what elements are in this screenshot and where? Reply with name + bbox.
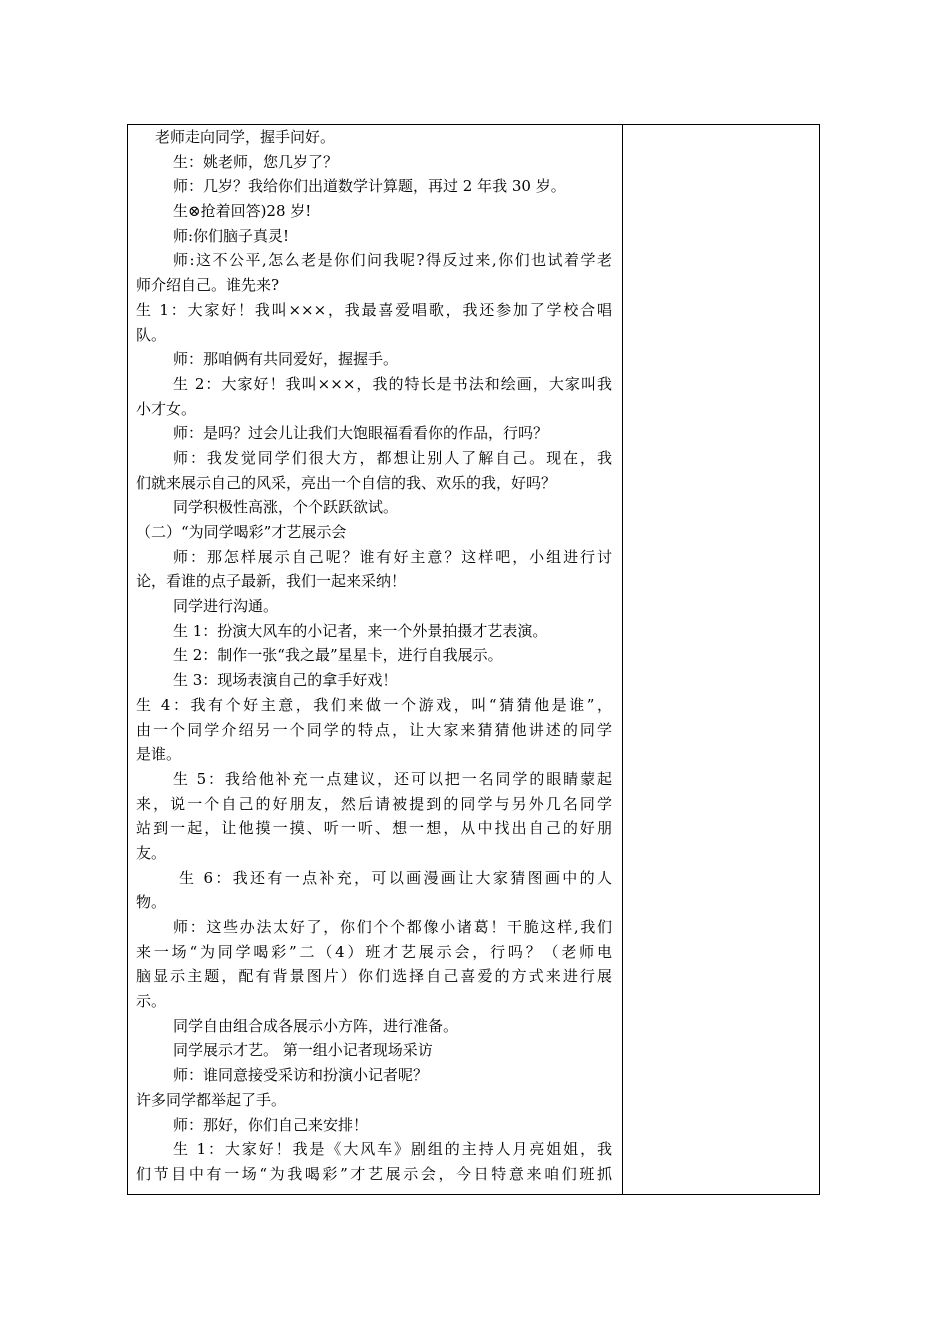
text-line: 师:你们脑子真灵! bbox=[173, 226, 290, 245]
text-line: 来一场“为同学喝彩”二（4）班才艺展示会，行吗？（老师电 bbox=[136, 942, 612, 961]
text-line: 师介绍自己。谁先来? bbox=[136, 276, 280, 295]
text-line: 小才女。 bbox=[136, 399, 197, 418]
text-line: 物。 bbox=[136, 893, 167, 912]
text-line: 师：谁同意接受采访和扮演小记者呢？ bbox=[173, 1066, 429, 1085]
text-line: 生 1：大家好！我叫×××，我最喜爱唱歌，我还参加了学校合唱 bbox=[136, 300, 612, 319]
text-line: 生：姚老师，您几岁了？ bbox=[173, 152, 339, 171]
text-line: 示。 bbox=[136, 992, 167, 1011]
text-line: 同学自由组合成各展示小方阵，进行准备。 bbox=[173, 1016, 459, 1035]
text-line: 站到一起，让他摸一摸、听一听、想一想，从中找出自己的好朋 bbox=[136, 819, 612, 838]
text-line: 脑显示主题，配有背景图片）你们选择自己喜爱的方式来进行展 bbox=[136, 967, 612, 986]
text-line: 师：我发觉同学们很大方，都想让别人了解自己。现在，我 bbox=[173, 448, 612, 467]
text-line: 许多同学都举起了手。 bbox=[136, 1090, 287, 1109]
lesson-content-cell bbox=[136, 125, 612, 1187]
text-line: 生 4：我有个好主意，我们来做一个游戏，叫“猜猜他是谁”， bbox=[136, 695, 612, 714]
text-line: 师：那怎样展示自己呢？谁有好主意？这样吧，小组进行讨 bbox=[173, 547, 612, 566]
text-line: 生 5：我给他补充一点建议，还可以把一名同学的眼睛蒙起 bbox=[173, 769, 612, 788]
text-line: 生 1：扮演大风车的小记者，来一个外景拍摄才艺表演。 bbox=[173, 621, 548, 640]
text-line: 生 1：大家好！我是《大风车》剧组的主持人月亮姐姐，我 bbox=[173, 1140, 612, 1159]
text-line: 生⊗抢着回答)28 岁! bbox=[173, 202, 312, 221]
text-line: 们就来展示自己的风采，亮出一个自信的我、欢乐的我，好吗？ bbox=[136, 473, 557, 492]
text-line: 友。 bbox=[136, 843, 167, 862]
text-line: 师：那咱俩有共同爱好，握握手。 bbox=[173, 350, 399, 369]
text-line: 由一个同学介绍另一个同学的特点，让大家来猜猜他讲述的同学 bbox=[136, 720, 612, 739]
lesson-table bbox=[127, 124, 820, 1195]
text-line: 是谁。 bbox=[136, 745, 182, 764]
text-line: 老师走向同学，握手问好。 bbox=[155, 128, 336, 146]
text-line: 同学展示才艺。 第一组小记者现场采访 bbox=[173, 1041, 433, 1060]
text-line: 师:这不公平,怎么老是你们问我呢?得反过来,你们也试着学老 bbox=[173, 251, 612, 270]
text-line: 们节目中有一场“为我喝彩”才艺展示会，今日特意来咱们班抓 bbox=[136, 1164, 612, 1183]
text-line: 生 2：制作一张“我之最”星星卡，进行自我展示。 bbox=[173, 646, 503, 665]
notes-cell bbox=[623, 125, 819, 1194]
text-line: 师：几岁？我给你们出道数学计算题，再过 2 年我 30 岁。 bbox=[173, 177, 566, 196]
text-line: 来，说一个自己的好朋友，然后请被提到的同学与另外几名同学 bbox=[136, 794, 612, 813]
text-line: 生 2：大家好！我叫×××，我的特长是书法和绘画，大家叫我 bbox=[173, 374, 612, 393]
text-line: 师：那好，你们自己来安排！ bbox=[173, 1115, 369, 1134]
text-line: 队。 bbox=[136, 325, 167, 344]
text-line: 同学进行沟通。 bbox=[173, 597, 279, 616]
text-line: 师：是吗？过会儿让我们大饱眼福看看你的作品，行吗？ bbox=[173, 424, 549, 443]
text-line: 生 3：现场表演自己的拿手好戏！ bbox=[173, 671, 398, 690]
text-line: （二）“为同学喝彩”才艺展示会 bbox=[136, 523, 347, 541]
text-line: 师：这些办法太好了，你们个个都像小诸葛！干脆这样,我们 bbox=[173, 918, 612, 936]
text-line: 生 6：我还有一点补充，可以画漫画让大家猜图画中的人 bbox=[179, 868, 612, 887]
text-line: 同学积极性高涨，个个跃跃欲试。 bbox=[173, 498, 399, 517]
text-line: 论，看谁的点子最新，我们一起来采纳！ bbox=[136, 572, 407, 591]
